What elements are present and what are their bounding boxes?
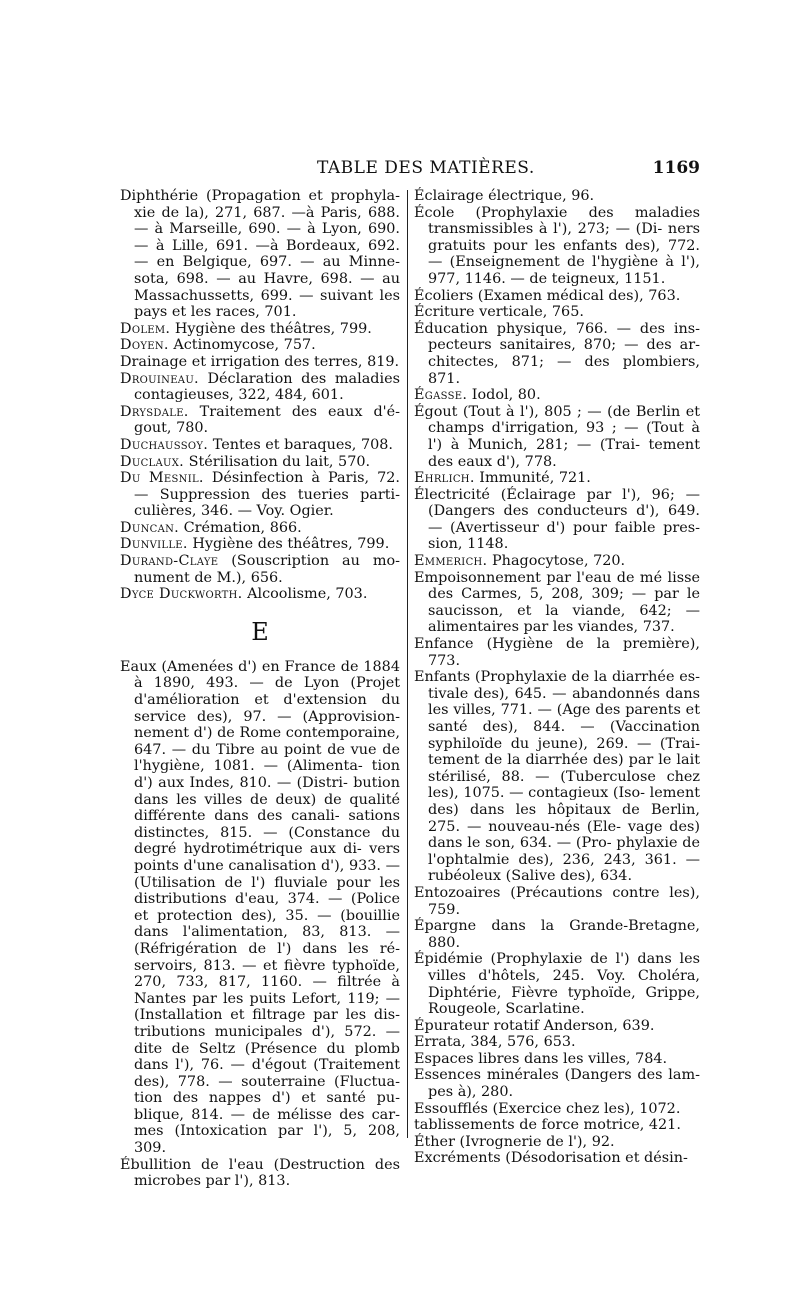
entry-text: Entozoaires (Précautions contre les), 759. [414,884,700,918]
header-title: TABLE DES MATIÈRES. [317,158,535,178]
index-entry [414,1051,700,1068]
entry-text: Crémation, 866. [179,519,302,536]
author-name: Égasse. [414,387,468,404]
index-entry [120,1157,400,1190]
index-entry [414,188,700,205]
entry-text: Désinfection à Paris, 72. — Suppression des tueries parti- culières, 346. — Voy. Ogier. [134,470,400,520]
entry-text: Drainage et irrigation des terres, 819. [120,353,400,370]
index-entry [414,1034,700,1051]
index-entry [120,437,400,454]
index-entry [414,387,700,404]
index-entry [414,885,700,918]
author-name: Dolem. [120,320,171,337]
index-entry [414,1018,700,1035]
entry-text: Épidémie (Prophylaxie de l') dans les villes d'hôtels, 245. Voy. Choléra, Diphtérie, Fièvre typhoïde, Grippe, Rougeole, Scarlatine. [414,951,700,1018]
author-name: Dunville. [120,536,188,553]
entry-text: Excréments (Désodorisation et désin- [414,1150,688,1167]
entry-text: Errata, 384, 576, 653. [414,1034,576,1051]
index-entry [414,951,700,1017]
entry-text: Éther (Ivrognerie de l'), 92. [414,1133,615,1150]
left-entries-before [120,188,400,603]
index-entry [414,553,700,570]
index-entry [120,337,400,354]
author-name: Drouineau. [120,370,199,387]
author-name: Du Mesnil. [120,470,204,487]
entry-text: Enfants (Prophylaxie de la diarrhée es- tivale des), 645. — abandonnés dans les villes, 771. — (Age des parents et santé des), 844. — (Vaccination syphiloïde du jeune), 269. — (Trai- tement de la diarrhée des) par le lait stérilisé, 88. — (Tuberculose chez les), 1075. — contagieux (Iso- lement des) dans les hôpitaux de Berlin, 275. — nouveau-nés (Ele- vage des) dans le son, 634. — (Pro- phylaxie de l'ophtalmie des), 236, 243, 361. — rubéoleux (Salive des), 634. [414,669,700,885]
author-name: Dyce Duckworth. [120,586,243,603]
index-entry [414,470,700,487]
entry-text: Écriture verticale, 765. [414,304,584,321]
index-entry [414,1134,700,1151]
index-entry [414,570,700,636]
entry-text: Ébullition de l'eau (Destruction des microbes par l'), 813. [120,1156,400,1190]
entry-text: Déclaration des maladies contagieuses, 322, 484, 601. [134,370,400,404]
index-entry [414,1117,700,1134]
index-entry [414,404,700,470]
index-entry [120,586,400,603]
entry-text: Espaces libres dans les villes, 784. [414,1050,668,1067]
page-number: 1169 [652,158,700,178]
index-entry [120,454,400,471]
entry-text: Stérilisation du lait, 570. [184,453,371,470]
index-entry [120,321,400,338]
entry-text: École (Prophylaxie des maladies transmissibles à l'), 273; — (Di- ners gratuits pour les enfants des), 772. — (Enseignement de l'hygiène à l'), 977, 1146. — de teigneux, 1151. [414,204,700,287]
entry-text: Égout (Tout à l'), 805 ; — (de Berlin et champs d'irrigation, 93 ; — (Tout à l') à Munich, 281; — (Trai- tement des eaux d'), 778. [414,403,700,470]
left-entries-after [120,659,400,1190]
index-entry [414,205,700,288]
index-entry [414,487,700,553]
index-entry [120,659,400,1157]
entry-text: Écoliers (Examen médical des), 763. [414,287,681,304]
author-name: Duncan. [120,519,180,536]
entry-text: Phagocytose, 720. [487,553,626,570]
index-entry [414,304,700,321]
index-entry [120,371,400,404]
right-column [414,188,700,1167]
author-name: Duclaux. [120,453,185,470]
author-name: Durand-Claye [120,553,219,570]
entry-text: Essences minérales (Dangers des lam- pes à), 280. [414,1067,700,1101]
index-entry [120,470,400,520]
author-name: Emmerich. [414,553,488,570]
index-entry [414,1101,700,1118]
entry-text: Traitement des eaux d'é- gout, 780. [134,403,400,437]
entry-text: Empoisonnement par l'eau de mé lisse des Carmes, 5, 208, 309; — par le saucisson, et la viande, 642; — alimentaires par les viandes, 737. [414,569,700,636]
index-entry [120,404,400,437]
entry-text: Hygiène des théâtres, 799. [170,320,372,337]
entry-text: Essoufflés (Exercice chez les), 1072. [414,1100,681,1117]
entry-text: Épargne dans la Grande-Bretagne, 880. [414,918,700,951]
entry-text: Enfance (Hygiène de la première), 773. [414,636,700,669]
entry-text: Iodol, 80. [467,387,541,404]
entry-text: Actinomycose, 757. [168,337,316,354]
index-entry [414,1150,700,1167]
index-entry [120,520,400,537]
index-entry [120,354,400,371]
entry-text: Éclairage électrique, 96. [414,188,595,204]
entry-text: Diphthérie (Propagation et prophyla- xie de la), 271, 687. —à Paris, 688. — à Marseille, 690. — à Lyon, 690. — à Lille, 691. —à Bordeaux, 692. — en Belgique, 697. — au Minne- sota, 698. — au Havre, 698. — au Massachussetts, 699. — suivant les pays et les races, 701. [120,188,400,321]
entry-text: Épurateur rotatif Anderson, 639. [414,1017,655,1034]
index-entry [414,321,700,387]
index-entry [120,536,400,553]
entry-text: Alcoolisme, 703. [242,586,368,603]
entry-text: Électricité (Éclairage par l'), 96; — (Dangers des conducteurs d'), 649. — (Avertisseur d') pour faible pres- sion, 1148. [414,486,700,553]
entry-text: Hygiène des théâtres, 799. [187,536,390,553]
index-entry [414,669,700,885]
entry-text: tablissements de force motrice, 421. [414,1117,681,1134]
entry-text: Immunité, 721. [474,470,591,487]
entry-text: Eaux (Amenées d') en France de 1884 à 1890, 493. — de Lyon (Projet d'amélioration et d'extension du service des), 97. — (Approvision- nement d') de Rome contemporaine, 647. — du Tibre au point de vue de l'hygiène, 1081. — (Alimenta- tion d') aux Indes, 810. — (Distri- bution dans les villes de deux) de qualité différente dans des canali- sations distinctes, 815. — (Constance du degré hydrotimétrique aux di- vers points d'une canalisation d'), 933. — (Utilisation de l') fluviale pour les distributions d'eau, 374. — (Police et protection des), 35. — (bouillie dans l'alimentation, 83, 813. — (Réfrigération de l') dans les ré- servoirs, 813. — et fièvre typhoïde, 270, 733, 817, 1160. — filtrée à Nantes par les puits Lefort, 119; — (Installation et filtrage par les dis- tributions municipales d'), 572. — dite de Seltz (Présence du plomb dans l'), 76. — d'égout (Traitement des), 778. — souterraine (Fluctua- tion des nappes d') et santé pu- blique, 814. — de mélisse des car- mes (Intoxication par l'), 5, 208, 309. [120,658,400,1157]
author-name: Doyen. [120,337,169,354]
entry-text: Éducation physique, 766. — des ins- pecteurs sanitaires, 870; — des ar- chitectes, 871; — des plombiers, 871. [414,320,700,387]
index-entry [414,288,700,305]
section-letter: E [251,617,269,646]
right-entries [414,188,700,1167]
left-column [120,188,400,1190]
author-name: Ehrlich. [414,470,475,487]
running-header [120,158,700,182]
author-name: Drysdale. [120,403,189,420]
index-entry [414,1067,700,1100]
column-divider [407,190,408,1138]
entry-text: Tentes et baraques, 708. [208,436,393,453]
index-entry [120,188,400,321]
entry-text: (Souscription au mo- nument de M.), 656. [134,553,400,586]
index-entry [120,553,400,586]
index-entry [414,918,700,951]
author-name: Duchaussoy. [120,436,209,453]
index-entry [414,636,700,669]
